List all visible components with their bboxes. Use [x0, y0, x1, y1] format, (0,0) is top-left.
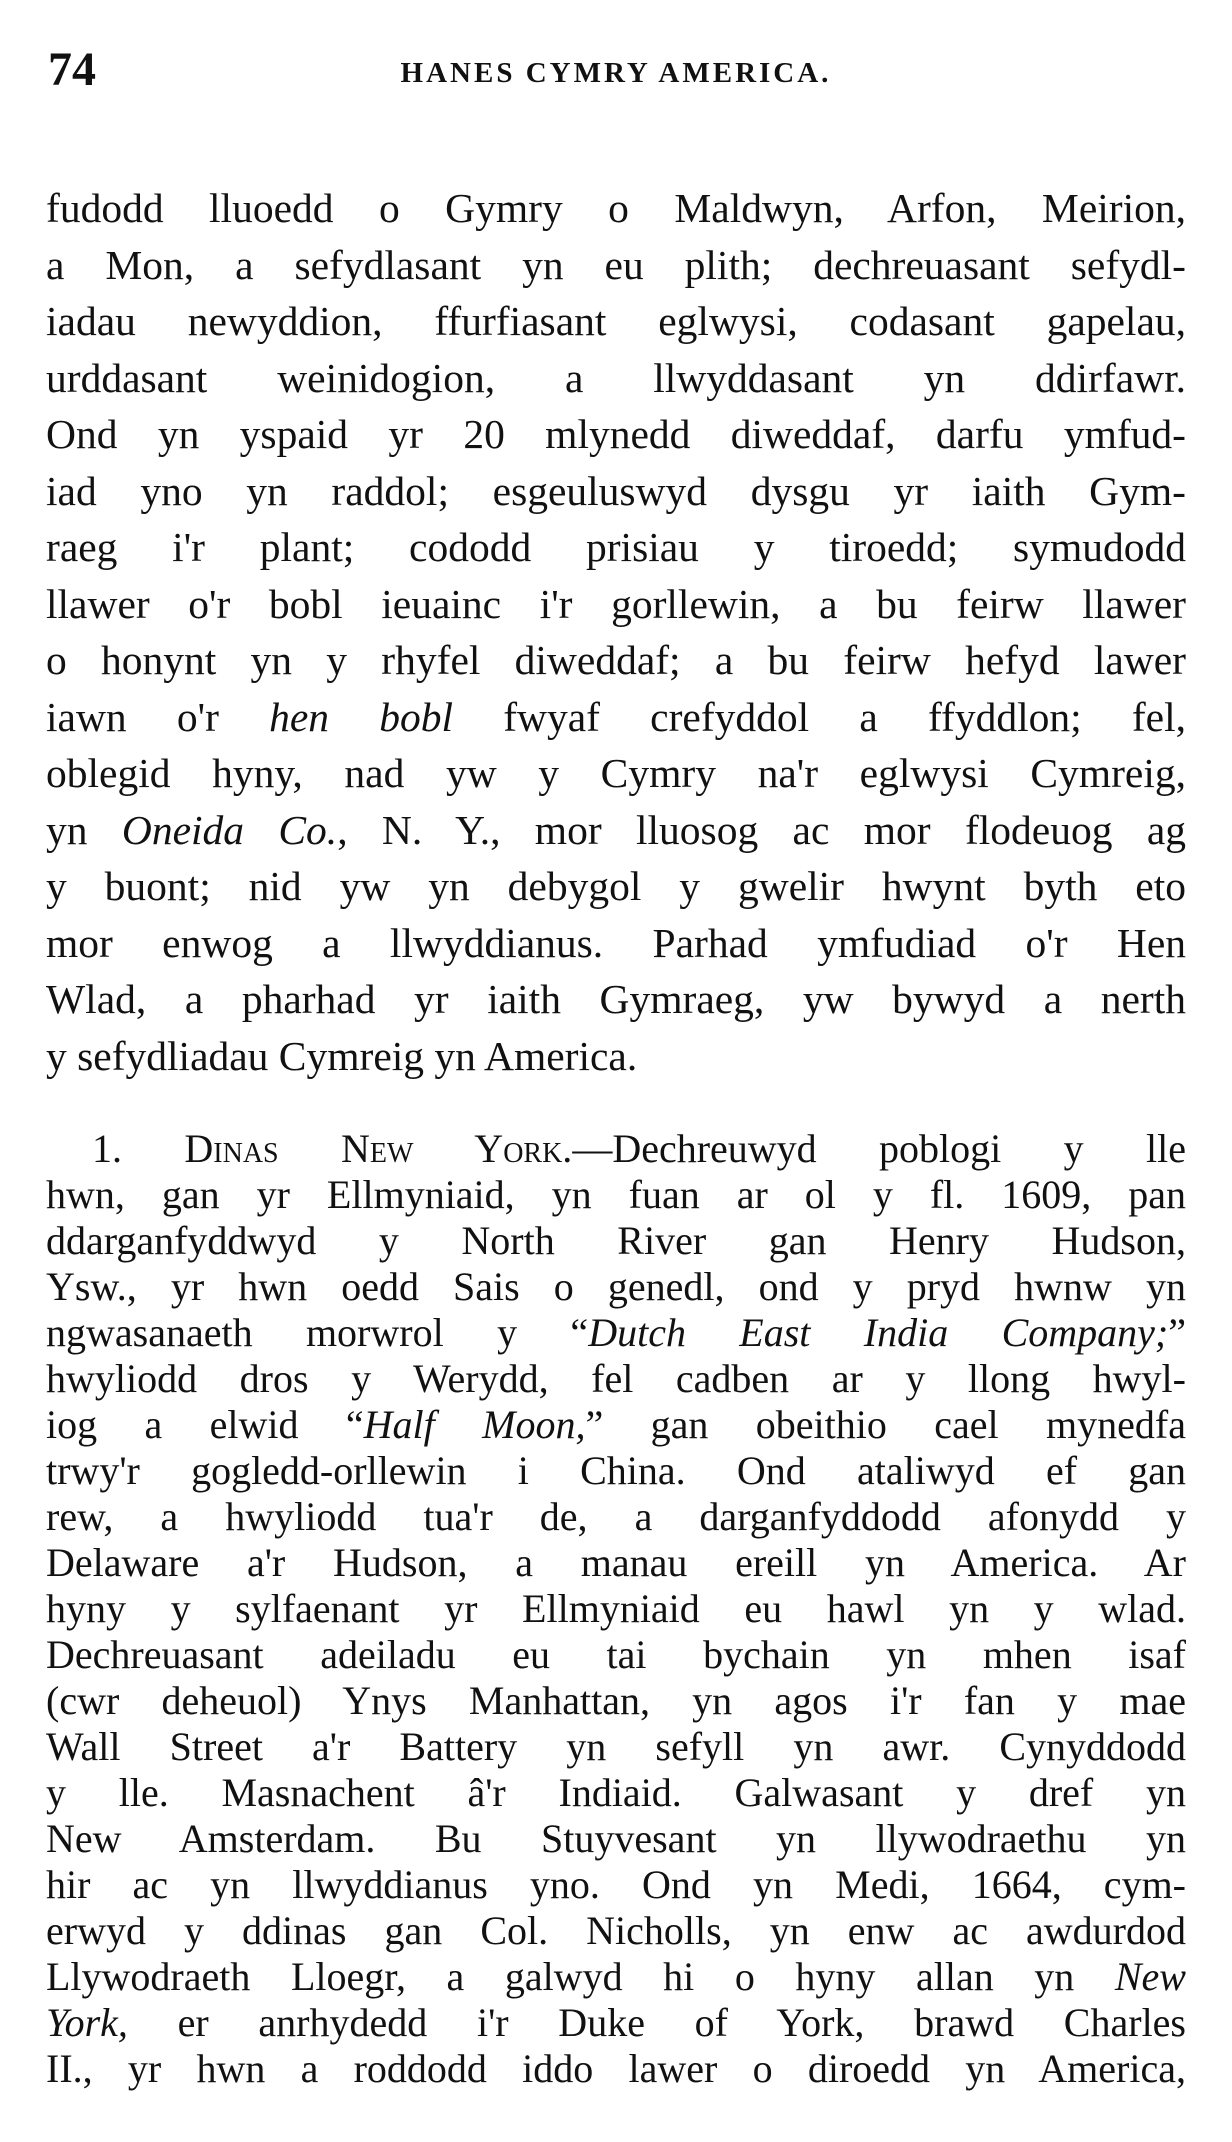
- page-number: 74: [48, 43, 96, 96]
- paragraph-1: [46, 180, 1186, 1084]
- text-run: ”: [1168, 1310, 1186, 1355]
- text-line: y sefydliadau Cymreig yn America.: [46, 1032, 638, 1079]
- text-line: Dechreuasant adeiladu eu tai bychain yn mhen isaf: [46, 1632, 1186, 1677]
- text-line: oblegid hyny, nad yw y Cymry na'r eglwysi Cymreig,: [46, 750, 1186, 796]
- text-line: Wlad, a pharhad yr iaith Gymraeg, yw bywyd a nerth: [46, 976, 1186, 1022]
- text-run: yn: [46, 806, 122, 853]
- text-line: Delaware a'r Hudson, a manau ereill yn America. Ar: [46, 1540, 1186, 1585]
- text-run: iog a elwid “: [46, 1402, 364, 1447]
- book-page: [46, 40, 1186, 2092]
- text-line: urddasant weinidogion, a llwyddasant yn ddirfawr.: [46, 354, 1186, 401]
- running-title: HANES CYMRY AMERICA.: [400, 57, 832, 89]
- text-line: y buont; nid yw yn debygol y gwelir hwynt byth eto: [46, 863, 1186, 909]
- text-line: New Amsterdam. Bu Stuyvesant yn llywodraethu yn: [46, 1816, 1186, 1861]
- text-line: (cwr deheuol) Ynys Manhattan, yn agos i'r fan y mae: [46, 1678, 1186, 1723]
- text-line: y lle. Masnachent â'r Indiaid. Galwasant y dref yn: [46, 1770, 1186, 1815]
- text-line: iadau newyddion, ffurfiasant eglwysi, codasant gapelau,: [46, 298, 1186, 344]
- text-line: [46, 689, 1186, 746]
- text-run: iawn o'r: [46, 693, 270, 740]
- text-run: , N. Y., mor lluosog ac mor flodeuog ag: [337, 806, 1186, 853]
- text-line: Ond yn yspaid yr 20 mlynedd diweddaf, darfu ymfud-: [46, 411, 1186, 457]
- text-line: hyny y sylfaenant yr Ellmyniaid eu hawl yn y wlad.: [46, 1586, 1186, 1631]
- text-line: [46, 1954, 1186, 2000]
- text-line: raeg i'r plant; cododd prisiau y tiroedd; symudodd: [46, 524, 1186, 570]
- text-line: hwyliodd dros y Werydd, fel cadben ar y llong hwyl-: [46, 1356, 1186, 1401]
- running-head: [46, 40, 1186, 100]
- text-line: [46, 2000, 1186, 2046]
- text-line: [46, 802, 1186, 859]
- text-line: a Mon, a sefydlasant yn eu plith; dechreuasant sefydl-: [46, 241, 1186, 288]
- text-run: fwyaf crefyddol a ffyddlon; fel,: [453, 693, 1186, 740]
- italic-text: Dutch East India Company;: [588, 1310, 1169, 1355]
- text-line: Wall Street a'r Battery yn sefyll yn awr. Cynyddodd: [46, 1724, 1186, 1769]
- text-line: [46, 1126, 1186, 1172]
- italic-text: New: [1114, 1954, 1186, 1999]
- text-line: o honynt yn y rhyfel diweddaf; a bu feirw hefyd lawer: [46, 637, 1186, 683]
- text-line: Ysw., yr hwn oedd Sais o genedl, ond y pryd hwnw yn: [46, 1264, 1186, 1309]
- text-line: erwyd y ddinas gan Col. Nicholls, yn enw ac awdurdod: [46, 1908, 1186, 1953]
- text-line: llawer o'r bobl ieuainc i'r gorllewin, a bu feirw llawer: [46, 580, 1186, 627]
- text-line: hwn, gan yr Ellmyniaid, yn fuan ar ol y fl. 1609, pan: [46, 1172, 1186, 1217]
- text-run: Llywodraeth Lloegr, a galwyd hi o hyny allan yn: [46, 1954, 1115, 1999]
- text-line: fudodd lluoedd o Gymry o Maldwyn, Arfon, Meirion,: [46, 185, 1186, 231]
- text-line: trwy'r gogledd-orllewin i China. Ond ataliwyd ef gan: [46, 1448, 1186, 1493]
- text-line: hir ac yn llwyddianus yno. Ond yn Medi, 1664, cym-: [46, 1862, 1186, 1907]
- italic-text: Half Moon,: [363, 1402, 586, 1447]
- text-line: ddarganfyddwyd y North River gan Henry Hudson,: [46, 1218, 1186, 1263]
- text-run: —Dechreuwyd poblogi y lle: [572, 1126, 1187, 1171]
- text-line: [46, 1402, 1186, 1448]
- text-line: iad yno yn raddol; esgeuluswyd dysgu yr iaith Gym-: [46, 467, 1186, 514]
- text-line: mor enwog a llwyddianus. Parhad ymfudiad o'r Hen: [46, 919, 1186, 966]
- italic-text: Oneida Co.: [121, 806, 338, 853]
- text-run: ngwasanaeth morwrol y “: [46, 1310, 589, 1355]
- italic-text: York,: [46, 2000, 128, 2045]
- paragraph-2: [46, 1126, 1186, 2092]
- text-line: II., yr hwn a roddodd iddo lawer o diroedd yn America,: [46, 2046, 1186, 2091]
- text-line: rew, a hwyliodd tua'r de, a darganfyddodd afonydd y: [46, 1494, 1186, 1539]
- text-run: ” gan obeithio cael mynedfa: [585, 1402, 1186, 1447]
- italic-text: hen bobl: [269, 693, 453, 740]
- section-heading: 1. Dinas New York.: [92, 1126, 573, 1171]
- text-line: [46, 1310, 1186, 1356]
- text-run: er anrhydedd i'r Duke of York, brawd Charles: [127, 2000, 1186, 2045]
